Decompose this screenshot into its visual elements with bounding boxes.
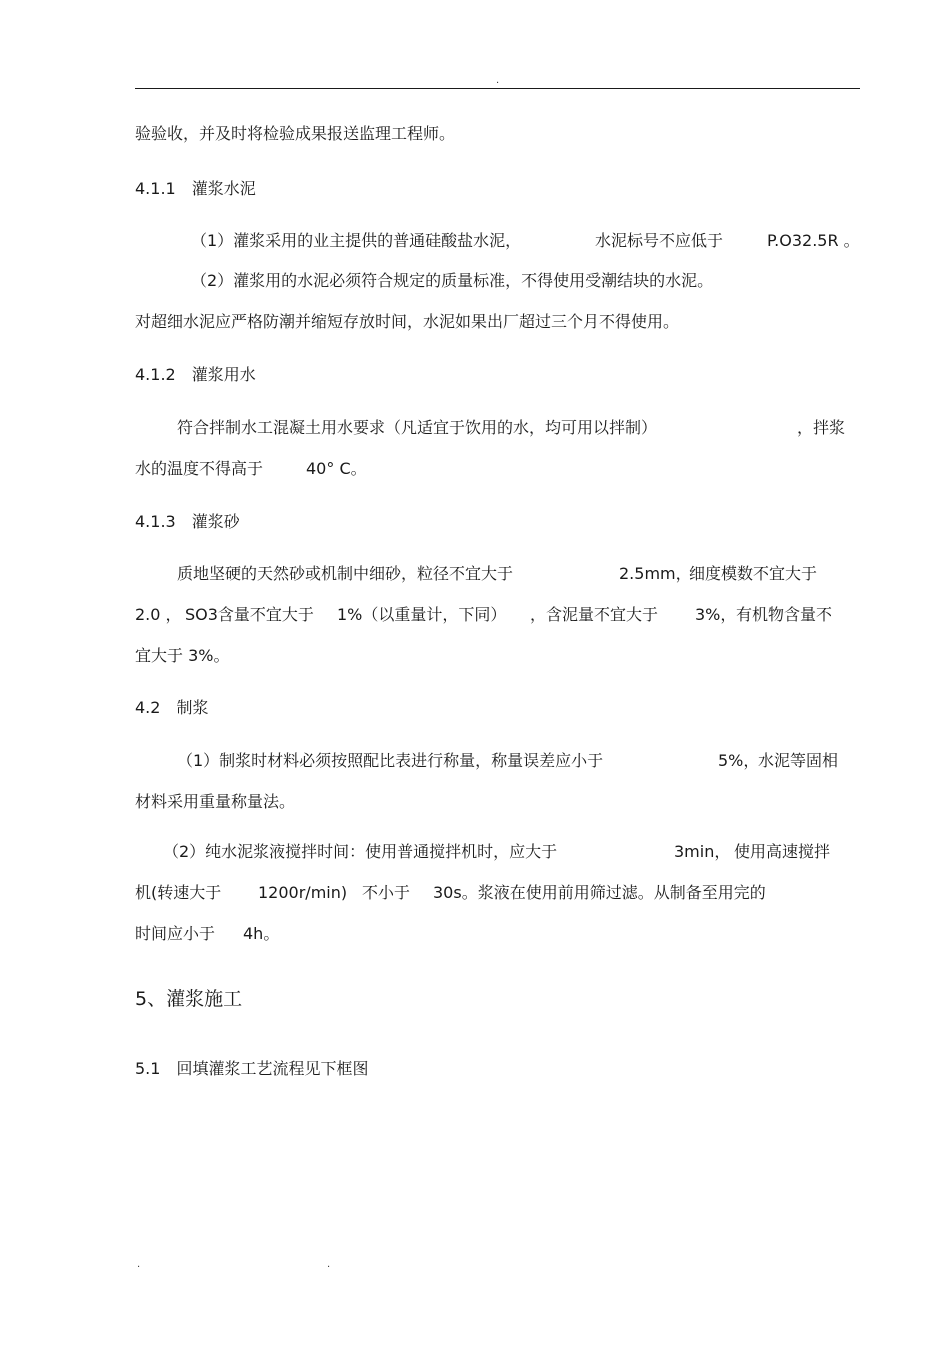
paragraph-line: 有机物含量不 [736,605,833,624]
paragraph-line: 1200r/min) [258,883,348,902]
paragraph-line: （2）灌浆用的水泥必须符合规定的质量标准，不得使用受潮结块的水泥。 [191,271,714,290]
paragraph-line: （1）制浆时材料必须按照配比表进行称量，称量误差应小于 [177,751,604,770]
section-heading-5: 5、灌浆施工 [135,988,243,1010]
paragraph-line: 验验收，并及时将检验成果报送监理工程师。 [135,124,456,143]
paragraph-line: 30s。浆液在使用前用筛过滤。从制备至用完的 [433,883,766,902]
paragraph-line: P.O32.5R 。 [767,231,860,250]
header-mark: . [496,75,500,86]
paragraph-line: ，拌浆 [797,418,846,437]
paragraph-line: 水泥标号不应低于 [595,231,724,250]
paragraph-line: 2.5mm， [619,564,692,583]
paragraph-line: （1）灌浆采用的业主提供的普通硅酸盐水泥， [191,231,522,250]
paragraph-line: 40° C。 [306,459,367,478]
paragraph-line: 2.0 ， [135,605,182,624]
paragraph-line: 使用高速搅拌 [734,842,831,861]
section-heading-4-1-1: 4.1.1 灌浆水泥 [135,179,256,198]
paragraph-line: 不小于 [362,883,411,902]
section-heading-4-1-2: 4.1.2 灌浆用水 [135,365,256,384]
paragraph-line: 质地坚硬的天然砂或机制中细砂，粒径不宜大于 [177,564,514,583]
section-heading-4-2: 4.2 制浆 [135,698,209,717]
paragraph-line: 时间应小于 [135,924,216,943]
paragraph-line: 4h。 [243,924,280,943]
paragraph-line: 材料采用重量称量法。 [135,792,296,811]
paragraph-line: 5%， [718,751,760,770]
paragraph-line: 机(转速大于 [135,883,222,902]
paragraph-line: 符合拌制水工混凝土用水要求（凡适宜于饮用的水，均可用以拌制） [177,418,658,437]
paragraph-line: 水泥等固相 [758,751,839,770]
footer-mark-left: . [137,1259,141,1270]
header-rule [135,88,860,89]
paragraph-line: 对超细水泥应严格防潮并缩短存放时间，水泥如果出厂超过三个月不得使用。 [135,312,680,331]
paragraph-line: SO3含量不宜大于 [185,605,314,624]
paragraph-line: 3%， [695,605,737,624]
section-heading-4-1-3: 4.1.3 灌浆砂 [135,512,240,531]
paragraph-line: ，含泥量不宜大于 [530,605,659,624]
paragraph-line: 水的温度不得高于 [135,459,264,478]
paragraph-line: 1%（以重量计，下同） [337,605,507,624]
paragraph-line: 3min， [674,842,731,861]
footer-mark-right: . [327,1259,331,1270]
section-heading-5-1: 5.1 回填灌浆工艺流程见下框图 [135,1059,369,1078]
paragraph-line: 宜大于 3%。 [135,646,230,665]
paragraph-line: （2）纯水泥浆液搅拌时间：使用普通搅拌机时，应大于 [163,842,558,861]
paragraph-line: 细度模数不宜大于 [689,564,818,583]
